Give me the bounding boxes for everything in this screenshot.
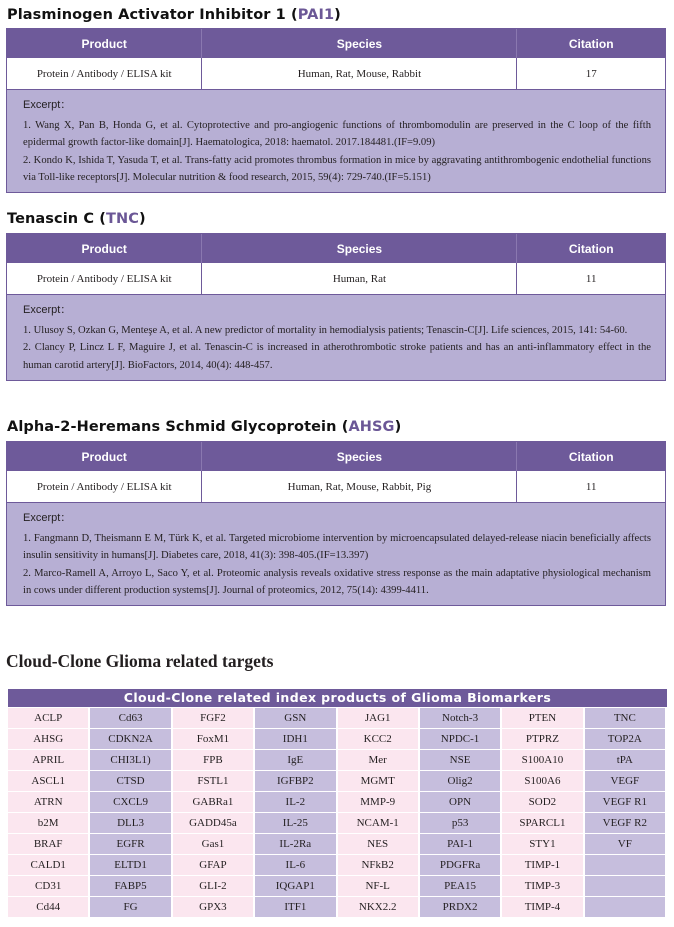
biomarker-grid-cells bbox=[8, 708, 667, 918]
biomarker-cell: IL-6 bbox=[255, 855, 337, 876]
biomarker-cell: Olig2 bbox=[420, 771, 502, 792]
excerpt-label: Excerpt： bbox=[23, 99, 72, 111]
header-citation: Citation bbox=[568, 449, 614, 464]
biomarker-cell: IGFBP2 bbox=[255, 771, 337, 792]
biomarker-cell: S100A10 bbox=[502, 750, 584, 771]
biomarker-cell: PEA15 bbox=[420, 876, 502, 897]
biomarker-cell: MGMT bbox=[338, 771, 420, 792]
biomarker-cell: FPB bbox=[173, 750, 255, 771]
header-product: Product bbox=[7, 442, 202, 471]
biomarker-cell: VF bbox=[585, 834, 667, 855]
biomarker-cell: b2M bbox=[8, 813, 90, 834]
product-cell: Protein / Antibody / ELISA kit bbox=[7, 263, 202, 294]
biomarker-cell: GSN bbox=[255, 708, 337, 729]
biomarker-cell: CHI3L1) bbox=[90, 750, 172, 771]
reference-1: 1. Wang X, Pan B, Honda G, et al. Cytoprotective and pro-angiogenic functions of thrombomodulin are preserved in the C loop of the fifth epidermal growth factor-like domain[J]. Haematologica, 2018: haematol. 2017.184481.(IF=9.09) bbox=[23, 120, 651, 149]
header-product: Product bbox=[7, 29, 202, 58]
section-title-text: Alpha-2-Heremans Schmid Glycoprotein bbox=[7, 419, 337, 435]
biomarker-cell: CD31 bbox=[8, 876, 90, 897]
biomarker-cell: OPN bbox=[420, 792, 502, 813]
product-table-pai1 bbox=[6, 28, 666, 193]
biomarker-cell: IgE bbox=[255, 750, 337, 771]
biomarker-cell: TOP2A bbox=[585, 729, 667, 750]
biomarker-cell: TIMP-4 bbox=[502, 897, 584, 918]
biomarker-cell: IDH1 bbox=[255, 729, 337, 750]
biomarker-grid-header: Cloud-Clone related index products of Glioma Biomarkers bbox=[8, 689, 667, 707]
biomarker-cell: PTEN bbox=[502, 708, 584, 729]
citation-cell: 17 bbox=[585, 67, 597, 80]
section-title-ahsg: Alpha-2-Heremans Schmid Glycoprotein (AHSG) bbox=[7, 419, 402, 435]
species-cell: Human, Rat, Mouse, Rabbit bbox=[202, 58, 517, 89]
reference-1: 1. Fangmann D, Theismann E M, Türk K, et al. Targeted microbiome intervention by microencapsulated delayed-release niacin beneficially affects insulin sensitivity in humans[J]. Diabetes care, 2018, 41(3): 398-405.(IF=13.397) bbox=[23, 533, 651, 562]
biomarker-cell: GPX3 bbox=[173, 897, 255, 918]
biomarker-cell: GADD45a bbox=[173, 813, 255, 834]
biomarker-cell: JAG1 bbox=[338, 708, 420, 729]
biomarker-cell bbox=[585, 897, 667, 918]
citation-cell: 11 bbox=[585, 272, 597, 285]
biomarker-cell: NSE bbox=[420, 750, 502, 771]
biomarker-cell: FSTL1 bbox=[173, 771, 255, 792]
biomarker-cell: VEGF bbox=[585, 771, 667, 792]
table-header-row bbox=[7, 234, 665, 263]
biomarker-cell: NFkB2 bbox=[338, 855, 420, 876]
biomarker-cell: CALD1 bbox=[8, 855, 90, 876]
biomarker-cell: VEGF R2 bbox=[585, 813, 667, 834]
biomarker-cell: p53 bbox=[420, 813, 502, 834]
section-title-tnc: Tenascin C (TNC) bbox=[7, 211, 146, 227]
biomarker-cell: IL-25 bbox=[255, 813, 337, 834]
biomarker-grid bbox=[8, 689, 667, 920]
biomarker-cell: IL-2Ra bbox=[255, 834, 337, 855]
biomarker-cell: ACLP bbox=[8, 708, 90, 729]
header-species: Species bbox=[202, 29, 517, 58]
excerpt-block bbox=[7, 295, 665, 380]
reference-1: 1. Ulusoy S, Ozkan G, Menteşe A, et al. A new predictor of mortality in hemodialysis patients; Tenascin-C[J]. Life sciences, 2015, 141: 54-60. bbox=[23, 325, 628, 337]
biomarker-cell: CXCL9 bbox=[90, 792, 172, 813]
product-cell: Protein / Antibody / ELISA kit bbox=[7, 58, 202, 89]
product-cell: Protein / Antibody / ELISA kit bbox=[7, 471, 202, 502]
table-data-row bbox=[7, 58, 665, 90]
section-title-pai1: Plasminogen Activator Inhibitor 1 (PAI1) bbox=[7, 7, 341, 23]
section-title-text: Tenascin C bbox=[7, 211, 95, 227]
excerpt-block bbox=[7, 90, 665, 192]
biomarker-cell: ASCL1 bbox=[8, 771, 90, 792]
biomarker-cell: EGFR bbox=[90, 834, 172, 855]
species-cell: Human, Rat, Mouse, Rabbit, Pig bbox=[202, 471, 517, 502]
biomarker-cell: CDKN2A bbox=[90, 729, 172, 750]
section-title-text: Plasminogen Activator Inhibitor 1 bbox=[7, 7, 286, 23]
excerpt-label: Excerpt： bbox=[23, 304, 72, 316]
excerpt-block bbox=[7, 503, 665, 605]
biomarker-cell: PRDX2 bbox=[420, 897, 502, 918]
biomarker-cell: NF-L bbox=[338, 876, 420, 897]
biomarker-cell: ELTD1 bbox=[90, 855, 172, 876]
reference-2: 2. Kondo K, Ishida T, Yasuda T, et al. Trans‐fatty acid promotes thrombus formation in mice by aggravating antithrombogenic endothelial functions via Toll‐like receptors[J]. Molecular nutrition & food research, 2015, 59(4): 729-740.(IF=5.151) bbox=[23, 154, 651, 183]
biomarker-cell: PTPRZ bbox=[502, 729, 584, 750]
biomarker-cell: PAI-1 bbox=[420, 834, 502, 855]
biomarker-cell: KCC2 bbox=[338, 729, 420, 750]
biomarker-cell: DLL3 bbox=[90, 813, 172, 834]
biomarker-cell: APRIL bbox=[8, 750, 90, 771]
table-header-row bbox=[7, 29, 665, 58]
citation-cell: 11 bbox=[585, 480, 597, 493]
table-data-row bbox=[7, 263, 665, 295]
table-data-row bbox=[7, 471, 665, 503]
header-species: Species bbox=[202, 234, 517, 263]
header-citation: Citation bbox=[568, 36, 614, 51]
biomarker-cell: SPARCL1 bbox=[502, 813, 584, 834]
biomarker-cell: S100A6 bbox=[502, 771, 584, 792]
header-citation: Citation bbox=[568, 241, 614, 256]
biomarker-cell: NCAM-1 bbox=[338, 813, 420, 834]
biomarker-cell: Mer bbox=[338, 750, 420, 771]
header-product: Product bbox=[7, 234, 202, 263]
section-abbr: PAI1 bbox=[297, 7, 335, 23]
excerpt-label: Excerpt： bbox=[23, 512, 72, 524]
biomarker-cell: PDGFRa bbox=[420, 855, 502, 876]
cloud-clone-title: Cloud-Clone Glioma related targets bbox=[6, 651, 274, 671]
section-abbr: TNC bbox=[106, 211, 139, 227]
biomarker-cell: FoxM1 bbox=[173, 729, 255, 750]
product-table-tnc bbox=[6, 233, 666, 381]
biomarker-cell: GFAP bbox=[173, 855, 255, 876]
biomarker-cell: STY1 bbox=[502, 834, 584, 855]
biomarker-cell: NES bbox=[338, 834, 420, 855]
biomarker-cell: NKX2.2 bbox=[338, 897, 420, 918]
table-header-row bbox=[7, 442, 665, 471]
biomarker-cell: TNC bbox=[585, 708, 667, 729]
section-abbr: AHSG bbox=[348, 419, 395, 435]
biomarker-cell: FG bbox=[90, 897, 172, 918]
biomarker-cell: VEGF R1 bbox=[585, 792, 667, 813]
biomarker-cell: TIMP-3 bbox=[502, 876, 584, 897]
biomarker-cell bbox=[585, 876, 667, 897]
biomarker-cell: Gas1 bbox=[173, 834, 255, 855]
biomarker-cell: TIMP-1 bbox=[502, 855, 584, 876]
biomarker-cell: Cd44 bbox=[8, 897, 90, 918]
biomarker-cell: NPDC-1 bbox=[420, 729, 502, 750]
biomarker-cell: MMP-9 bbox=[338, 792, 420, 813]
reference-2: 2. Clancy P, Lincz L F, Maguire J, et al. Tenascin-C is increased in atherothrombotic stroke patients and has an anti-inflammatory effect in the human carotid artery[J]. BioFactors, 2014, 40(4): 448-457. bbox=[23, 342, 651, 371]
species-cell: Human, Rat bbox=[202, 263, 517, 294]
reference-2: 2. Marco-Ramell A, Arroyo L, Saco Y, et al. Proteomic analysis reveals oxidative stress response as the main adaptative physiological mechanism in cows under different production systems[J]. Journal of proteomics, 2012, 75(14): 4399-4411. bbox=[23, 567, 651, 596]
biomarker-cell: IL-2 bbox=[255, 792, 337, 813]
biomarker-cell: Cd63 bbox=[90, 708, 172, 729]
biomarker-cell: ITF1 bbox=[255, 897, 337, 918]
biomarker-cell: SOD2 bbox=[502, 792, 584, 813]
biomarker-cell: AHSG bbox=[8, 729, 90, 750]
product-table-ahsg bbox=[6, 441, 666, 606]
biomarker-cell: BRAF bbox=[8, 834, 90, 855]
biomarker-cell: FGF2 bbox=[173, 708, 255, 729]
biomarker-cell: FABP5 bbox=[90, 876, 172, 897]
biomarker-cell: GABRa1 bbox=[173, 792, 255, 813]
biomarker-cell: GLI-2 bbox=[173, 876, 255, 897]
biomarker-cell: tPA bbox=[585, 750, 667, 771]
biomarker-cell bbox=[585, 855, 667, 876]
header-species: Species bbox=[202, 442, 517, 471]
biomarker-cell: ATRN bbox=[8, 792, 90, 813]
biomarker-cell: IQGAP1 bbox=[255, 876, 337, 897]
biomarker-cell: Notch-3 bbox=[420, 708, 502, 729]
biomarker-cell: CTSD bbox=[90, 771, 172, 792]
